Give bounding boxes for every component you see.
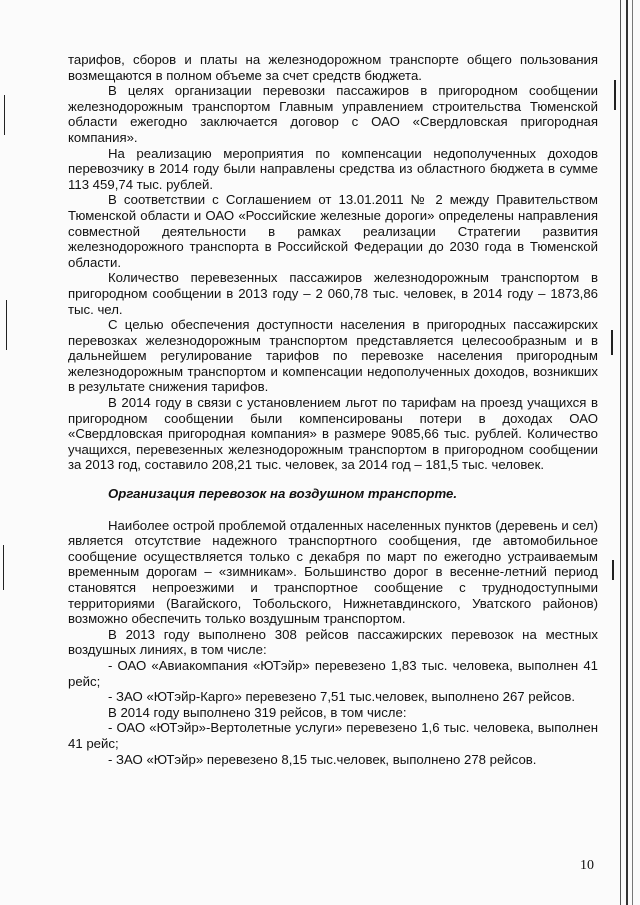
list-item-3: - ОАО «ЮТэйр»-Вертолетные услуги» перевезено 1,6 тыс. человека, выполнен 41 рейс; (68, 720, 598, 751)
paragraph-7: В 2014 году в связи с установлением льгот по тарифам на проезд учащихся в пригородном сообщении были компенсированы потери в доходах ОАО «Свердловская пригородная компания» в размере 9085,66 тыс. рублей. Количество учащихся, перевезенных железнодорожным транспортом в пригородном сообщении за 2013 год, составило 208,21 тыс. человек, за 2014 год – 181,5 тыс. человек. (68, 395, 598, 473)
list-item-2: - ЗАО «ЮТэйр-Карго» перевезено 7,51 тыс.человек, выполнено 267 рейсов. (108, 689, 576, 705)
paragraph-5: Количество перевезенных пассажиров железнодорожным транспортом в пригородном сообщении в 2013 году – 2 060,78 тыс. человек, в 2014 году – 1873,86 тыс. чел. (68, 270, 598, 317)
paragraph-8: Наиболее острой проблемой отдаленных населенных пунктов (деревень и сел) является отсутствие надежного транспортного сообщения, где автомобильное сообщение осуществляется только с декабря по март по ежегодно устраиваемым временным дорогам – «зимникам». Большинство дорог в весенне-летний период становятся непроезжими и транспортное сообщение с труднодоступными территориями (Вагайского, Тобольского, Нижнетавдинского, Уватского районов) возможно обеспечить только воздушным транспортом. (68, 517, 598, 627)
paragraph-3: На реализацию мероприятия по компенсации недополученных доходов перевозчику в 2014 году были направлены средства из областного бюджета в сумме 113 459,74 тыс. рублей. (68, 145, 598, 192)
section-heading: Организация перевозок на воздушном транспорте. (108, 486, 458, 502)
paragraph-2: В целях организации перевозки пассажиров в пригородном сообщении железнодорожным транспортом Главным управлением строительства Тюменской области ежегодно заключается договор с ОАО «Свердловская пригородная компания». (68, 83, 598, 145)
paragraph-6: С целью обеспечения доступности населения в пригородных пассажирских перевозках железнодорожным транспортом представляется целесообразным и в дальнейшем регулирование тарифов по перевозке населения пригородным железнодорожным транспортом и компенсации недополученных доходов, возникших в результате снижения тарифов. (68, 317, 598, 395)
page-number: 10 (580, 858, 594, 873)
paragraph-1: тарифов, сборов и платы на железнодорожном транспорте общего пользования возмещаются в полном объеме за счет средств бюджета. (68, 52, 598, 83)
document-body (68, 52, 598, 767)
list-item-1: - ОАО «Авиакомпания «ЮТэйр» перевезено 1,83 тыс. человека, выполнен 41 рейс; (68, 657, 598, 689)
scan-edge-right (606, 0, 640, 905)
paragraph-10: В 2014 году выполнено 319 рейсов, в том числе: (108, 704, 407, 720)
scan-edge-left (0, 0, 12, 905)
paragraph-4: В соответствии с Соглашением от 13.01.2011 № 2 между Правительством Тюменской области и ОАО «Российские железные дороги» определены направления совместной деятельности в рамках реализации Стратегии развития железнодорожного транспорта в Российской Федерации до 2030 года в Тюменской области. (68, 192, 598, 270)
list-item-4: - ЗАО «ЮТэйр» перевезено 8,15 тыс.человек, выполнено 278 рейсов. (108, 751, 537, 767)
paragraph-9: В 2013 году выполнено 308 рейсов пассажирских перевозок на местных воздушных линиях, в том числе: (68, 626, 598, 658)
